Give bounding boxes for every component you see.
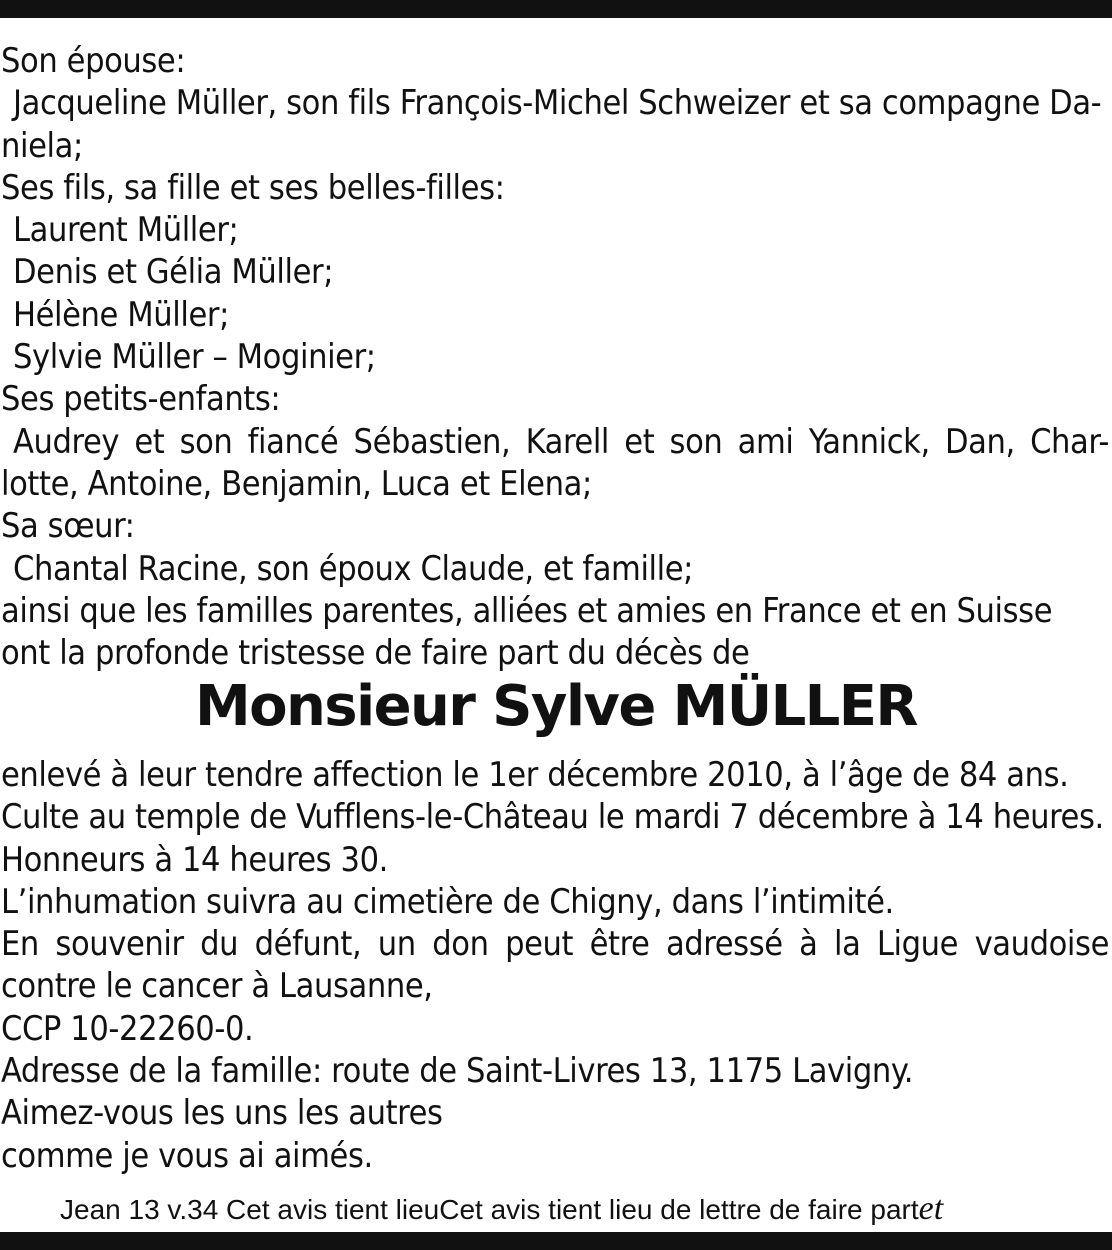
grandchildren-heading: Ses petits-enfants: bbox=[1, 379, 281, 420]
deceased-name: Monsieur Sylve MÜLLER bbox=[195, 674, 917, 739]
announcement-line: ont la profonde tristesse de faire part du décès de bbox=[1, 633, 750, 674]
detail-line: Aimez-vous les uns les autres bbox=[1, 1093, 443, 1134]
detail-line: CCP 10-22260-0. bbox=[1, 1008, 254, 1049]
child-name: Denis et Gélia Müller; bbox=[13, 252, 334, 293]
family-section bbox=[1, 40, 1109, 674]
child-name: Laurent Müller; bbox=[13, 210, 239, 251]
detail-line: Culte au temple de Vufflens-le-Château le mardi 7 décembre à 14 heures. bbox=[1, 797, 1104, 838]
sister-line: Chantal Racine, son époux Claude, et famille; bbox=[13, 548, 694, 589]
detail-line: enlevé à leur tendre affection le 1er décembre 2010, à l’âge de 84 ans. bbox=[1, 755, 1069, 795]
grandchildren-line: Audrey et son fiancé Sébastien, Karell et son ami Yannick, Dan, Char- bbox=[13, 421, 1109, 462]
children-heading: Ses fils, sa fille et ses belles-filles: bbox=[1, 167, 505, 208]
child-name: Sylvie Müller – Moginier; bbox=[13, 337, 376, 378]
spouse-line-continued: niela; bbox=[1, 125, 83, 166]
details-section bbox=[1, 754, 1109, 1177]
footer-note bbox=[60, 1189, 1110, 1230]
footer-tail: et bbox=[918, 1190, 944, 1227]
bottom-rule bbox=[0, 1232, 1112, 1250]
sister-heading: Sa sœur: bbox=[1, 506, 135, 547]
spouse-line: Jacqueline Müller, son fils François-Michel Schweizer et sa compagne Da- bbox=[13, 83, 1102, 124]
child-name: Hélène Müller; bbox=[13, 294, 229, 335]
detail-line: L’inhumation suivra au cimetière de Chigny, dans l’intimité. bbox=[1, 881, 894, 922]
detail-line: comme je vous ai aimés. bbox=[1, 1135, 373, 1176]
footer-text: Jean 13 v.34 Cet avis tient lieuCet avis tient lieu de lettre de faire part bbox=[60, 1194, 919, 1225]
detail-line: En souvenir du défunt, un don peut être adressé à la Ligue vaudoise bbox=[1, 924, 1109, 965]
top-rule bbox=[0, 0, 1112, 18]
detail-line: contre le cancer à Lausanne, bbox=[1, 966, 433, 1007]
relatives-line: ainsi que les familles parentes, alliées et amies en France et en Suisse bbox=[1, 590, 1053, 631]
spouse-heading: Son épouse: bbox=[1, 41, 186, 81]
detail-line: Adresse de la famille: route de Saint-Livres 13, 1175 Lavigny. bbox=[1, 1051, 914, 1092]
detail-line: Honneurs à 14 heures 30. bbox=[1, 839, 388, 880]
grandchildren-line-continued: lotte, Antoine, Benjamin, Luca et Elena; bbox=[1, 463, 592, 504]
